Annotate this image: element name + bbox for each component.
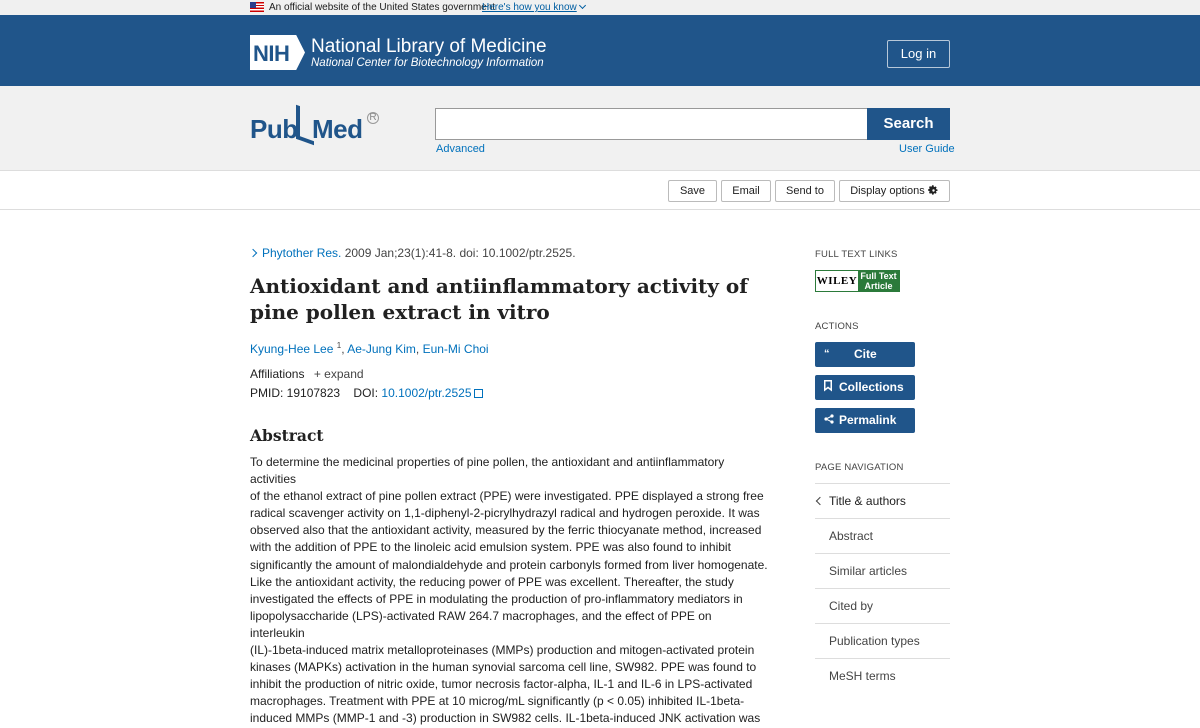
nlm-title[interactable]: National Library of Medicine — [311, 36, 547, 57]
abstract-line: significantly the amount of malondialdehyde and protein carbonyls formed from liver homogenate. — [250, 557, 768, 572]
email-button[interactable]: Email — [721, 180, 771, 202]
page-navigation-list — [815, 483, 950, 693]
nlm-subtitle: National Center for Biotechnology Information — [311, 57, 544, 69]
save-button[interactable]: Save — [668, 180, 717, 202]
cite-button[interactable]: “ Cite — [815, 342, 915, 367]
wiley-logo: WILEY — [816, 271, 858, 291]
gear-icon — [928, 185, 939, 196]
search-button[interactable]: Search — [867, 108, 950, 140]
display-options-button[interactable]: Display options — [839, 180, 950, 202]
login-button[interactable]: Log in — [887, 40, 950, 68]
us-flag-icon — [250, 2, 264, 12]
bookmark-icon — [824, 375, 832, 400]
affiliation-marker[interactable]: 1 — [336, 341, 342, 350]
author-list: Kyung-Hee Lee $^1$, Ae-Jung Kim, Eun-Mi Choi — [250, 341, 489, 356]
abstract-line: of the ethanol extract of pine pollen extract (PPE) were investigated. PPE displayed a strong free — [250, 489, 764, 504]
send-to-button[interactable]: Send to — [775, 180, 835, 202]
nav-item-similar-articles[interactable]: Similar articles — [815, 553, 950, 588]
author-link[interactable]: Ae-Jung Kim — [347, 342, 416, 356]
doi-link[interactable]: 10.1002/ptr.2525 — [381, 386, 472, 400]
affiliations-label: Affiliations — [250, 367, 305, 381]
affiliations-row — [250, 367, 364, 381]
nav-item-abstract[interactable]: Abstract — [815, 518, 950, 553]
advanced-search-link[interactable]: Advanced — [436, 143, 485, 155]
abstract-line: investigated the effects of PPE in modulating the production of pro-inflammatory mediators in — [250, 591, 743, 606]
doi-label: DOI: — [353, 386, 382, 400]
permalink-button[interactable]: Permalink — [815, 408, 915, 433]
collections-button[interactable]: Collections — [815, 375, 915, 400]
search-band — [0, 86, 1200, 170]
nav-item-publication-types[interactable]: Publication types — [815, 623, 950, 658]
citation-line — [250, 246, 576, 260]
identifiers-row — [250, 386, 483, 400]
abstract-line: radical scavenger activity on 1,1-diphenyl-2-picrylhydrazyl radical and hydrogen peroxide. It was — [250, 506, 760, 521]
share-icon — [824, 408, 834, 433]
abstract-text — [250, 454, 768, 728]
wiley-full-text-link[interactable] — [815, 270, 900, 292]
nav-item-title-authors[interactable]: Title & authors — [815, 483, 950, 518]
abstract-line: macrophages. Treatment with PPE at 10 microg/mL significantly (p < 0.05) inhibited IL-1beta- — [250, 694, 745, 709]
abstract-line: Like the antioxidant activity, the reducing power of PPE was excellent. Thereafter, the study — [250, 574, 734, 589]
author-link[interactable]: Eun-Mi Choi — [422, 342, 489, 356]
abstract-line: lipopolysaccharide (LPS)-activated RAW 264.7 macrophages, and the effect of PPE on interleukin — [250, 608, 712, 640]
search-input[interactable] — [435, 108, 868, 140]
nih-logo[interactable]: NIH — [250, 35, 305, 70]
abstract-line: (IL)-1beta-induced matrix metalloproteinases (MMPs) production and mitogen-activated protein — [250, 643, 755, 658]
chevron-left-icon — [816, 497, 824, 505]
actions-label: ACTIONS — [815, 321, 859, 332]
heres-how-you-know-link[interactable]: Here's how you know — [482, 0, 585, 15]
abstract-heading: Abstract — [250, 426, 324, 445]
nav-item-cited-by[interactable]: Cited by — [815, 588, 950, 623]
abstract-line: induced MMPs (MMP-1 and -3) production in SW982 cells. IL-1beta-induced JNK activation was — [250, 711, 761, 726]
abstract-line: inhibit the production of nitric oxide, tumor necrosis factor-alpha, IL-1 and IL-6 in LPS-activated — [250, 677, 753, 692]
full-text-links-label: FULL TEXT LINKS — [815, 249, 898, 260]
article-toolbar — [0, 170, 1200, 210]
chevron-right-icon — [249, 249, 257, 257]
chevron-down-icon — [579, 2, 586, 9]
nlm-header — [0, 15, 1200, 86]
expand-affiliations-button[interactable]: + expand — [313, 367, 364, 381]
pubmed-logo[interactable]: Pub Med R — [250, 106, 385, 150]
full-text-badge: Full Text Article — [858, 271, 899, 291]
abstract-line: To determine the medicinal properties of pine pollen, the antioxidant and antiinflammatory activities — [250, 455, 725, 487]
external-link-icon — [474, 389, 483, 398]
gov-banner — [0, 0, 1200, 15]
gov-banner-text: An official website of the United States government — [269, 2, 496, 13]
page-navigation-label: PAGE NAVIGATION — [815, 462, 904, 473]
abstract-line: with the addition of PPE to the linoleic acid emulsion system. PPE was also found to inhibit — [250, 540, 731, 555]
abstract-line: observed also that the antioxidant activity, measured by the ferric thiocyanate method, increased — [250, 523, 762, 538]
quote-icon: “ — [824, 348, 830, 360]
citation-details: 2009 Jan;23(1):41-8. doi: 10.1002/ptr.2525. — [341, 246, 576, 260]
pmid-label: PMID: 19107823 — [250, 386, 341, 400]
journal-link[interactable]: Phytother Res. — [262, 246, 342, 260]
author-link[interactable]: Kyung-Hee Lee — [250, 342, 334, 356]
user-guide-link[interactable]: User Guide — [899, 143, 955, 155]
nav-item-mesh-terms[interactable]: MeSH terms — [815, 658, 950, 693]
article-title: Antioxidant and antiinflammatory activity of pine pollen extract in vitro — [250, 274, 748, 324]
abstract-line: kinases (MAPKs) activation in the human synovial sarcoma cell line, SW982. PPE was found to — [250, 660, 757, 675]
